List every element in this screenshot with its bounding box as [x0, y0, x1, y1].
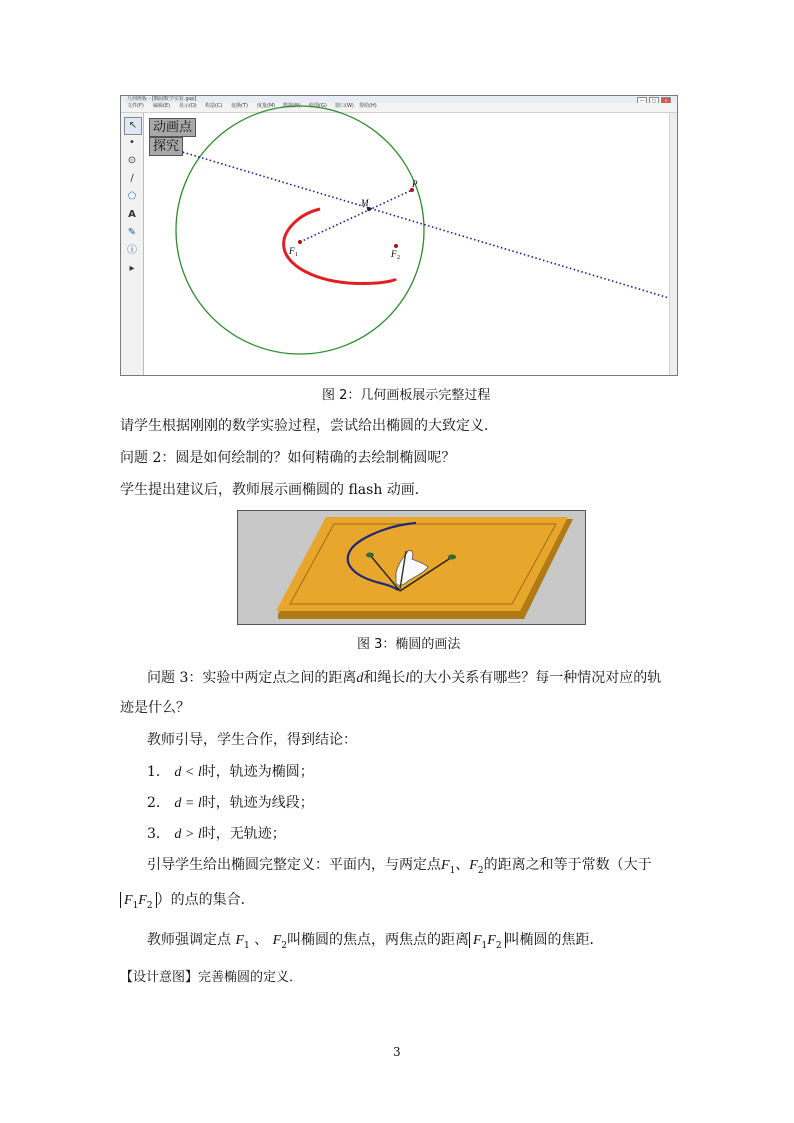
green-circle — [176, 106, 424, 354]
dotted-line-f1-p — [300, 190, 412, 242]
foci-text-a: 教师强调定点 — [147, 932, 231, 948]
custom-tool-icon[interactable]: ▸ — [129, 263, 135, 274]
abs-f2: F — [138, 893, 147, 908]
board-illustration — [238, 511, 585, 624]
menu-window[interactable]: 窗口(W) — [335, 103, 354, 109]
point-f2[interactable] — [394, 244, 398, 248]
question-3-line-1 — [147, 668, 661, 689]
ellipse-trace-arc — [284, 209, 396, 284]
foci-text-d: 叫椭圆的焦距． — [505, 932, 604, 948]
case-2-text: 时，轨迹为线段； — [201, 795, 314, 811]
label-f2-sub: 2 — [397, 255, 400, 261]
case-1-relation: d < l — [174, 765, 202, 780]
foci-abs-f1-sub: 1 — [481, 940, 488, 951]
foci-text-c: 叫椭圆的焦点，两焦点的距离 — [286, 932, 469, 948]
question-2: 问题 2：圆是如何绘制的？如何精确的去绘制椭圆呢？ — [120, 450, 456, 466]
foci-abs-f2-sub: 2 — [495, 940, 502, 951]
point-tool-icon[interactable]: • — [129, 137, 135, 148]
case-2-relation: d = l — [174, 796, 202, 811]
definition-f2-sub: 2 — [477, 865, 484, 876]
paragraph-flash: 学生提出建议后，教师展示画椭圆的 flash 动画． — [120, 482, 429, 498]
close-button[interactable]: × — [661, 97, 671, 104]
foci-f2: F — [272, 933, 282, 948]
menu-display[interactable]: 显示(D) — [179, 103, 197, 109]
definition-f1: F — [441, 858, 450, 873]
compass-tool-icon[interactable]: ⊙ — [127, 155, 137, 166]
menu-file[interactable]: 文件(F) — [127, 103, 144, 109]
case-3-text: 时，无轨迹； — [201, 826, 286, 842]
figure3-caption: 图 3：椭圆的画法 — [357, 637, 461, 652]
q3-d: d — [356, 671, 364, 686]
sketch-canvas — [121, 96, 677, 375]
menu-construct[interactable]: 构造(C) — [205, 103, 223, 109]
case-2 — [147, 793, 314, 814]
foci-abs-f1f2 — [469, 932, 506, 951]
foci-sep: 、 — [254, 932, 269, 948]
label-m: M — [361, 198, 369, 208]
q3-text-b: 和绳长 — [363, 670, 406, 686]
definition-text-a: 引导学生给出椭圆完整定义：平面内，与两定点 — [147, 857, 441, 873]
definition-sep: 、 — [455, 857, 470, 873]
page-number: 3 — [393, 1045, 401, 1059]
case-3-relation: d > l — [174, 827, 202, 842]
menu-edit[interactable]: 编辑(E) — [153, 103, 171, 109]
menu-data[interactable]: 数据(N) — [283, 103, 301, 109]
line-tool-icon[interactable]: ∕ — [130, 173, 134, 184]
foci-f2-sub: 2 — [281, 940, 287, 951]
menu-graph[interactable]: 绘图(G) — [309, 103, 327, 109]
case-1-text: 时，轨迹为椭圆； — [201, 764, 314, 780]
arrow-tool-icon[interactable]: ↖ — [124, 117, 142, 135]
explore-button[interactable]: 探究 — [149, 137, 183, 156]
paragraph-definition-request: 请学生根据刚刚的数学实验过程，尝试给出椭圆的大致定义． — [120, 418, 498, 434]
abs-f1f2 — [120, 892, 157, 911]
definition-line-2 — [120, 890, 255, 916]
design-intent: 【设计意图】完善椭圆的定义． — [120, 970, 303, 985]
animate-point-button[interactable]: 动画点 — [149, 118, 196, 137]
foci-f1: F — [235, 933, 245, 948]
foci-sentence — [147, 930, 604, 956]
point-f1[interactable] — [298, 240, 302, 244]
ellipse-drawing-figure — [237, 510, 586, 625]
maximize-button[interactable]: □ — [649, 97, 659, 104]
definition-text-c: ）的点的集合． — [156, 892, 255, 908]
case-3 — [147, 824, 286, 845]
question-3-line-2: 迹是什么？ — [120, 700, 190, 716]
figure2-caption: 图 2：几何画板展示完整过程 — [322, 388, 491, 403]
case-1 — [147, 762, 314, 783]
case-1-number: 1． — [147, 764, 170, 780]
abs-f2-sub: 2 — [146, 900, 153, 911]
q3-text-a: 问题 3：实验中两定点之间的距离 — [147, 670, 357, 686]
window-title: 几何画板 - [椭圆数学实验.gsp] — [127, 96, 197, 102]
foci-abs-f2: F — [487, 933, 496, 948]
definition-text-b: 的距离之和等于常数（大于 — [483, 857, 652, 873]
foci-abs-f1: F — [472, 933, 482, 948]
info-tool-icon[interactable]: ⓘ — [127, 245, 137, 256]
menu-measure[interactable]: 度量(M) — [257, 103, 276, 109]
pin-right — [448, 555, 456, 560]
sketchpad-window — [120, 95, 678, 376]
label-p: P — [412, 179, 418, 189]
abs-f1: F — [124, 893, 133, 908]
case-2-number: 2． — [147, 795, 170, 811]
q3-text-c: 的大小关系有哪些？每一种情况对应的轨 — [409, 670, 662, 686]
label-f2: F — [391, 249, 397, 259]
menu-help[interactable]: 帮助(H) — [359, 103, 377, 109]
q3-l: l — [405, 671, 410, 686]
case-3-number: 3． — [147, 826, 170, 842]
label-f1: F — [289, 246, 295, 256]
teacher-guide: 教师引导，学生合作，得到结论： — [147, 732, 357, 748]
pin-left — [366, 553, 374, 558]
abs-f1-sub: 1 — [132, 900, 139, 911]
text-tool-icon[interactable]: A — [128, 209, 136, 220]
definition-f2: F — [469, 858, 478, 873]
definition-line-1 — [147, 855, 652, 881]
polygon-tool-icon[interactable]: ⬠ — [127, 191, 137, 202]
marker-tool-icon[interactable]: ✎ — [127, 227, 137, 238]
label-f1-sub: 1 — [295, 252, 298, 258]
menu-transform[interactable]: 变换(T) — [231, 103, 248, 109]
foci-f1-sub: 1 — [244, 940, 250, 951]
minimize-button[interactable]: — — [637, 97, 647, 104]
definition-f1-sub: 1 — [449, 865, 456, 876]
